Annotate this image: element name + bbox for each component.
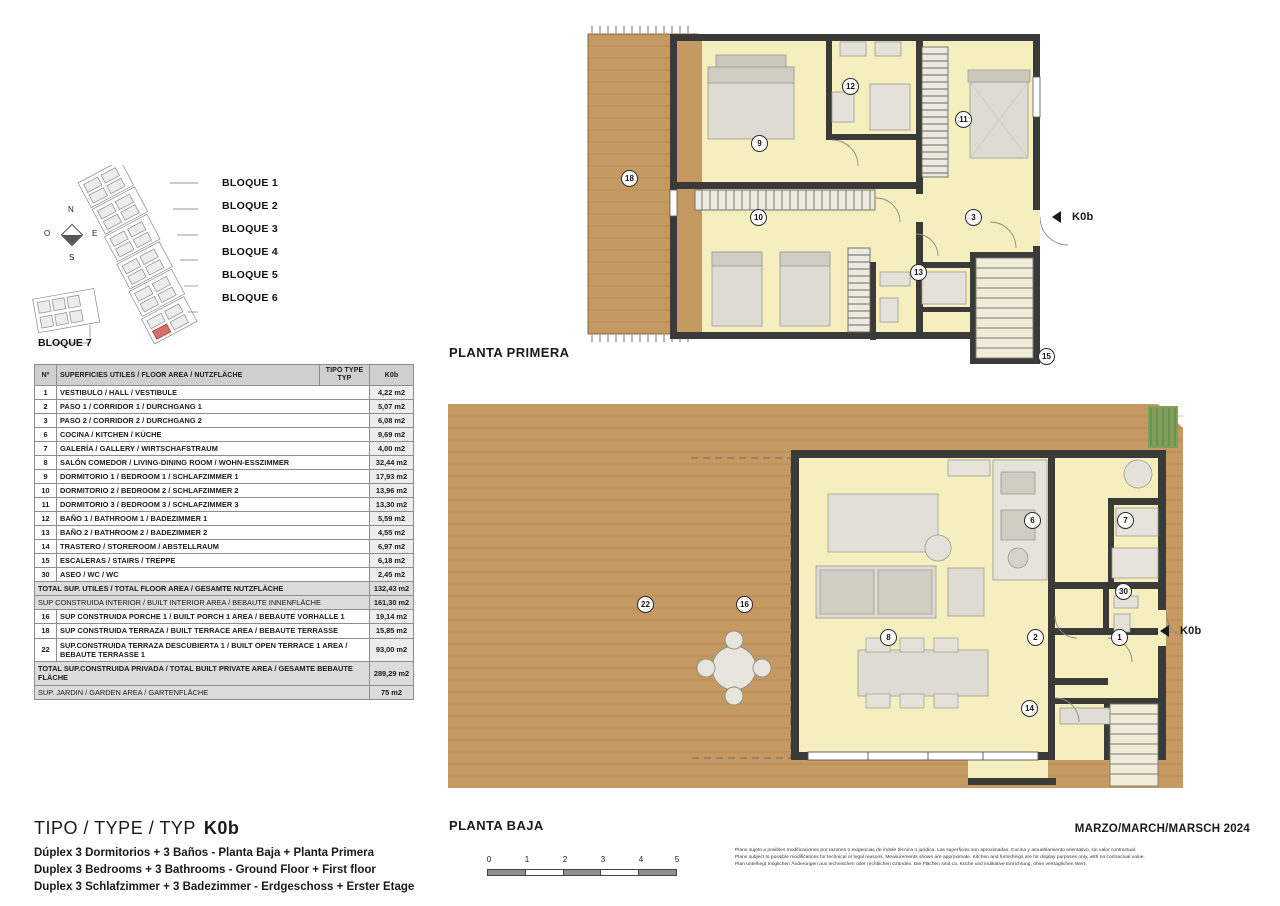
compass-west-label: O [44,229,51,238]
site-plan-block-labels [222,172,342,310]
cell-area: 75 m2 [370,685,414,699]
cell-number: 13 [35,526,57,540]
scale-tick: 2 [562,855,568,864]
closet-hatch [922,47,948,177]
cell-number: 15 [35,554,57,568]
cell-number: 11 [35,498,57,512]
cell-description: SUP. JARDIN / GARDEN AREA / GARTENFLÄCHE [35,685,370,699]
cell-area: 9,69 m2 [370,428,414,442]
room-marker-6: 6 [1024,512,1041,529]
type-label: TIPO / TYPE / TYP [34,818,196,838]
room-marker-18: 18 [621,170,638,187]
room-marker-3: 3 [965,209,982,226]
cell-area: 161,30 m2 [370,596,414,610]
site-plan-diagram [30,165,230,350]
cell-area: 5,59 m2 [370,512,414,526]
subtitle-en: Duplex 3 Bedrooms + 3 Bathrooms - Ground Floor + First floor [34,864,376,876]
room-marker-16: 16 [736,596,753,613]
table-row [35,484,414,498]
cell-description: GALERÍA / GALLERY / WIRTSCHAFSTRAUM [57,442,370,456]
cell-area: 4,00 m2 [370,442,414,456]
cell-area: 6,08 m2 [370,414,414,428]
scale-bar-graphic [487,869,677,876]
table-row [35,470,414,484]
cell-number: 6 [35,428,57,442]
type-title [34,818,239,839]
cell-area: 4,22 m2 [370,386,414,400]
cell-description: SUP CONSTRUIDA PORCHE 1 / BUILT PORCH 1 AREA / BEBAUTE VORHALLE 1 [57,610,370,624]
scale-tick: 4 [638,855,644,864]
table-row [35,498,414,512]
scale-bar [487,855,687,885]
legal-es: Plano sujeto a posibles modificaciones por razones o exigencias de índole técnica o jurídica. Las superficies son aproximadas. Cocina y amueblamiento orientativo, sin valor contractual. [735,848,1137,853]
room-marker-8: 8 [880,629,897,646]
table-row-built-interior [35,596,414,610]
cell-area: 289,29 m2 [370,662,414,686]
table-row [35,638,414,662]
cell-description: TOTAL SUP. UTILES / TOTAL FLOOR AREA / GESAMTE NUTZFLÄCHE [35,582,370,596]
th-number: Nº [35,365,57,386]
table-row-total-private [35,662,414,686]
furniture-bedroom-3 [968,70,1030,158]
compass-north-label: N [68,205,74,214]
site-block-label: BLOQUE 2 [222,200,279,212]
room-marker-10: 10 [750,209,767,226]
cell-area: 6,97 m2 [370,540,414,554]
cell-number: 1 [35,386,57,400]
cell-area: 19,14 m2 [370,610,414,624]
cell-area: 4,55 m2 [370,526,414,540]
cell-number: 10 [35,484,57,498]
cell-description: DORMITORIO 3 / BEDROOM 3 / SCHLAFZIMMER 3 [57,498,370,512]
cell-description: DORMITORIO 2 / BEDROOM 2 / SCHLAFZIMMER 2 [57,484,370,498]
areas-table [34,364,414,700]
site-block-label: BLOQUE 6 [222,292,279,304]
room-marker-9: 9 [751,135,768,152]
hedge-planting [1148,406,1178,448]
legal-disclaimer [735,847,1250,868]
entrance-arrow-icon-ground [1160,625,1169,637]
cell-number: 12 [35,512,57,526]
furniture-bedroom-1 [708,55,794,139]
cell-number: 2 [35,400,57,414]
table-header-row [35,365,414,386]
type-value: K0b [203,818,240,838]
table-row [35,428,414,442]
cell-description: ESCALERAS / STAIRS / TREPPE [57,554,370,568]
sliding-glazing [808,752,1038,760]
sheet-date: MARZO/MARCH/MARSCH 2024 [1074,823,1250,835]
cell-description: TOTAL SUP.CONSTRUIDA PRIVADA / TOTAL BUILT PRIVATE AREA / GESAMTE BEBAUTE FLÄCHE [35,662,370,686]
ground-floor-title: PLANTA BAJA [449,818,544,833]
table-row [35,540,414,554]
subtitle-de: Duplex 3 Schlafzimmer + 3 Badezimmer - Erdgeschoss + Erster Etage [34,881,415,893]
cell-area: 32,44 m2 [370,456,414,470]
cell-number: 22 [35,638,57,662]
table-row [35,554,414,568]
table-row-total-floor-area [35,582,414,596]
table-row [35,386,414,400]
cell-description: BAÑO 2 / BATHROOM 2 / BADEZIMMER 2 [57,526,370,540]
compass-south-label: S [69,253,75,262]
table-row [35,456,414,470]
room-marker-12: 12 [842,78,859,95]
table-row-garden [35,685,414,699]
scale-ticks [487,855,687,867]
table-row [35,624,414,638]
cell-number: 8 [35,456,57,470]
cell-description: SUP CONSTRUIDA TERRAZA / BUILT TERRACE AREA / BEBAUTE TERRASSE [57,624,370,638]
cell-number: 30 [35,568,57,582]
cell-number: 18 [35,624,57,638]
table-row [35,568,414,582]
scale-tick: 1 [524,855,530,864]
entrance-arrow-icon-first [1052,211,1061,223]
scale-tick: 5 [674,855,680,864]
subtitle-es: Dúplex 3 Dormitorios + 3 Baños - Planta Baja + Planta Primera [34,847,375,859]
cell-area: 6,18 m2 [370,554,414,568]
room-marker-1: 1 [1111,629,1128,646]
type-subtitles [34,845,414,896]
cell-area: 132,43 m2 [370,582,414,596]
room-marker-22: 22 [637,596,654,613]
cell-description: TRASTERO / STOREROOM / ABSTELLRAUM [57,540,370,554]
first-floor-plan [570,22,1080,372]
cell-description: VESTIBULO / HALL / VESTIBULE [57,386,370,400]
table-row [35,512,414,526]
cell-area: 15,85 m2 [370,624,414,638]
stairs-first-floor [976,258,1033,358]
cell-number: 9 [35,470,57,484]
cell-area: 2,45 m2 [370,568,414,582]
cell-description: BAÑO 1 / BATHROOM 1 / BADEZIMMER 1 [57,512,370,526]
room-marker-30: 30 [1115,583,1132,600]
first-floor-title: PLANTA PRIMERA [449,345,570,360]
cell-area: 93,00 m2 [370,638,414,662]
table-body [35,386,414,700]
compass-east-label: E [92,229,98,238]
table-row [35,400,414,414]
cell-description: SUP.CONSTRUIDA TERRAZA DESCUBIERTA 1 / BUILT OPEN TERRACE 1 AREA / BEBAUTE TERRASSE 1 [57,638,370,662]
stairs-ground-floor [1110,704,1158,786]
cell-area: 13,30 m2 [370,498,414,512]
cell-number: 14 [35,540,57,554]
entrance-tag-first: K0b [1072,211,1094,223]
cell-number: 16 [35,610,57,624]
legal-en: Plans subject to possible modifications for technical or legal reasons. Measurements shown are approximate. Kitchen and furnishings are for display purposes only, with no contractual value. [735,855,1145,861]
site-block-label: BLOQUE 1 [222,177,279,189]
cell-description: PASO 1 / CORRIDOR 1 / DURCHGANG 1 [57,400,370,414]
cell-description: SUP CONSTRUIDA INTERIOR / BUILT INTERIOR AREA / BEBAUTE INNENFLÄCHE [35,596,370,610]
cell-description: COCINA / KITCHEN / KÜCHE [57,428,370,442]
site-block-label: BLOQUE 5 [222,269,279,281]
cell-area: 5,07 m2 [370,400,414,414]
table-row [35,414,414,428]
scale-tick: 3 [600,855,606,864]
th-type: TIPO TYPE TYP [320,365,370,386]
table-row [35,442,414,456]
ground-floor-plan [448,398,1183,808]
room-marker-2: 2 [1027,629,1044,646]
cell-description: SALÓN COMEDOR / LIVING-DINING ROOM / WOHN-ESSZIMMER [57,456,370,470]
table-row [35,610,414,624]
legal-de: Plan unterliegt möglichen Änderungen aus technischen oder rechtlichen Gründen. Die Flächen sind ca. Küche und indikative Einrichtung, ohne vertraglichen Wert. [735,862,1087,868]
cell-description: PASO 2 / CORRIDOR 2 / DURCHGANG 2 [57,414,370,428]
entrance-tag-ground: K0b [1180,625,1202,637]
cell-area: 17,93 m2 [370,470,414,484]
th-description: SUPERFICIES UTILES / FLOOR AREA / NUTZFLÄCHE [57,365,320,386]
table-row [35,526,414,540]
scale-tick: 0 [486,855,492,864]
room-marker-14: 14 [1021,700,1038,717]
site-block-label: BLOQUE 4 [222,246,279,258]
room-marker-7: 7 [1117,512,1134,529]
room-marker-11: 11 [955,111,972,128]
cell-description: ASEO / WC / WC [57,568,370,582]
corridor-closet-hatch [695,190,875,210]
cell-number: 3 [35,414,57,428]
cell-area: 13,96 m2 [370,484,414,498]
site-block-label: BLOQUE 3 [222,223,279,235]
cell-number: 7 [35,442,57,456]
cell-description: DORMITORIO 1 / BEDROOM 1 / SCHLAFZIMMER 1 [57,470,370,484]
bedroom2-closet-hatch [848,248,870,332]
room-marker-13: 13 [910,264,927,281]
entrance-door-first [1033,210,1040,246]
site-block-label-7: BLOQUE 7 [38,337,92,349]
room-marker-15: 15 [1038,348,1055,365]
th-k0b: K0b [370,365,414,386]
